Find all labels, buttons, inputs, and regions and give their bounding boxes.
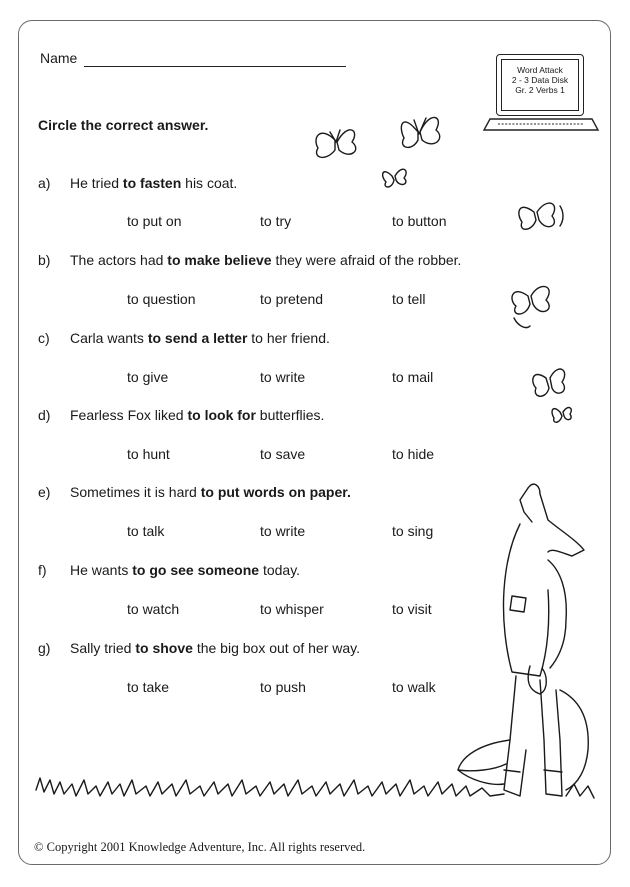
question-letter: d)	[38, 407, 51, 423]
question-verb: to go see someone	[132, 562, 260, 578]
question-letter: a)	[38, 175, 51, 191]
question-sentence: He tried to fasten his coat.	[70, 175, 238, 191]
butterfly-icon	[552, 408, 571, 423]
copyright-notice: © Copyright 2001 Knowledge Adventure, Inc. All rights reserved.	[34, 840, 366, 854]
question-sentence: He wants to go see someone today.	[70, 562, 301, 578]
question-verb: to make believe	[167, 252, 272, 268]
answer-option[interactable]: to question	[127, 291, 196, 307]
butterfly-icon	[519, 203, 563, 229]
answer-option[interactable]: to tell	[392, 291, 426, 307]
question-verb: to look for	[187, 407, 256, 423]
answer-option[interactable]: to whisper	[260, 601, 324, 617]
question-letter: e)	[38, 484, 51, 500]
box-line-1: Word Attack	[517, 65, 563, 75]
question-sentence: Sally tried to shove the big box out of her way.	[70, 640, 361, 656]
question-verb: to fasten	[122, 175, 182, 191]
answer-option[interactable]: to write	[260, 369, 306, 385]
question-letter: g)	[38, 640, 51, 656]
answer-option[interactable]: to try	[260, 213, 292, 229]
question-verb: to put words on paper.	[200, 484, 351, 500]
grass-line	[36, 778, 594, 798]
answer-option[interactable]: to write	[260, 523, 306, 539]
answer-option[interactable]: to watch	[127, 601, 180, 617]
answer-option[interactable]: to hunt	[127, 446, 170, 462]
question-letter: f)	[38, 562, 47, 578]
butterfly-icon	[533, 369, 565, 396]
answer-option[interactable]: to talk	[127, 523, 165, 539]
box-line-2: 2 - 3 Data Disk	[511, 75, 569, 85]
question-letter: c)	[38, 330, 50, 346]
box-line-3: Gr. 2 Verbs 1	[515, 85, 565, 95]
fox-illustration	[458, 484, 588, 796]
answer-option[interactable]: to save	[260, 446, 306, 462]
question-verb: to send a letter	[147, 330, 248, 346]
butterfly-icon	[401, 117, 439, 147]
question-letter: b)	[38, 252, 51, 268]
answer-option[interactable]: to visit	[392, 601, 432, 617]
question-sentence: Fearless Fox liked to look for butterflies.	[70, 407, 325, 423]
answer-option[interactable]: to hide	[392, 446, 435, 462]
question-verb: to shove	[135, 640, 193, 656]
butterfly-icon	[316, 130, 356, 158]
answer-option[interactable]: to mail	[392, 369, 434, 385]
answer-option[interactable]: to button	[392, 213, 447, 229]
question-sentence: Sometimes it is hard to put words on paper.	[70, 484, 351, 500]
question-sentence: The actors had to make believe they were afraid of the robber.	[70, 252, 462, 268]
butterfly-icon	[512, 286, 549, 327]
name-label: Name	[40, 50, 78, 66]
answer-option[interactable]: to pretend	[260, 291, 324, 307]
butterfly-icon	[383, 169, 406, 187]
answer-option[interactable]: to take	[127, 679, 170, 695]
instructions: Circle the correct answer.	[38, 117, 209, 133]
answer-option[interactable]: to give	[127, 369, 169, 385]
answer-option[interactable]: to put on	[127, 213, 182, 229]
question-sentence: Carla wants to send a letter to her friend.	[70, 330, 330, 346]
answer-option[interactable]: to walk	[392, 679, 436, 695]
answer-option[interactable]: to push	[260, 679, 306, 695]
answer-option[interactable]: to sing	[392, 523, 434, 539]
